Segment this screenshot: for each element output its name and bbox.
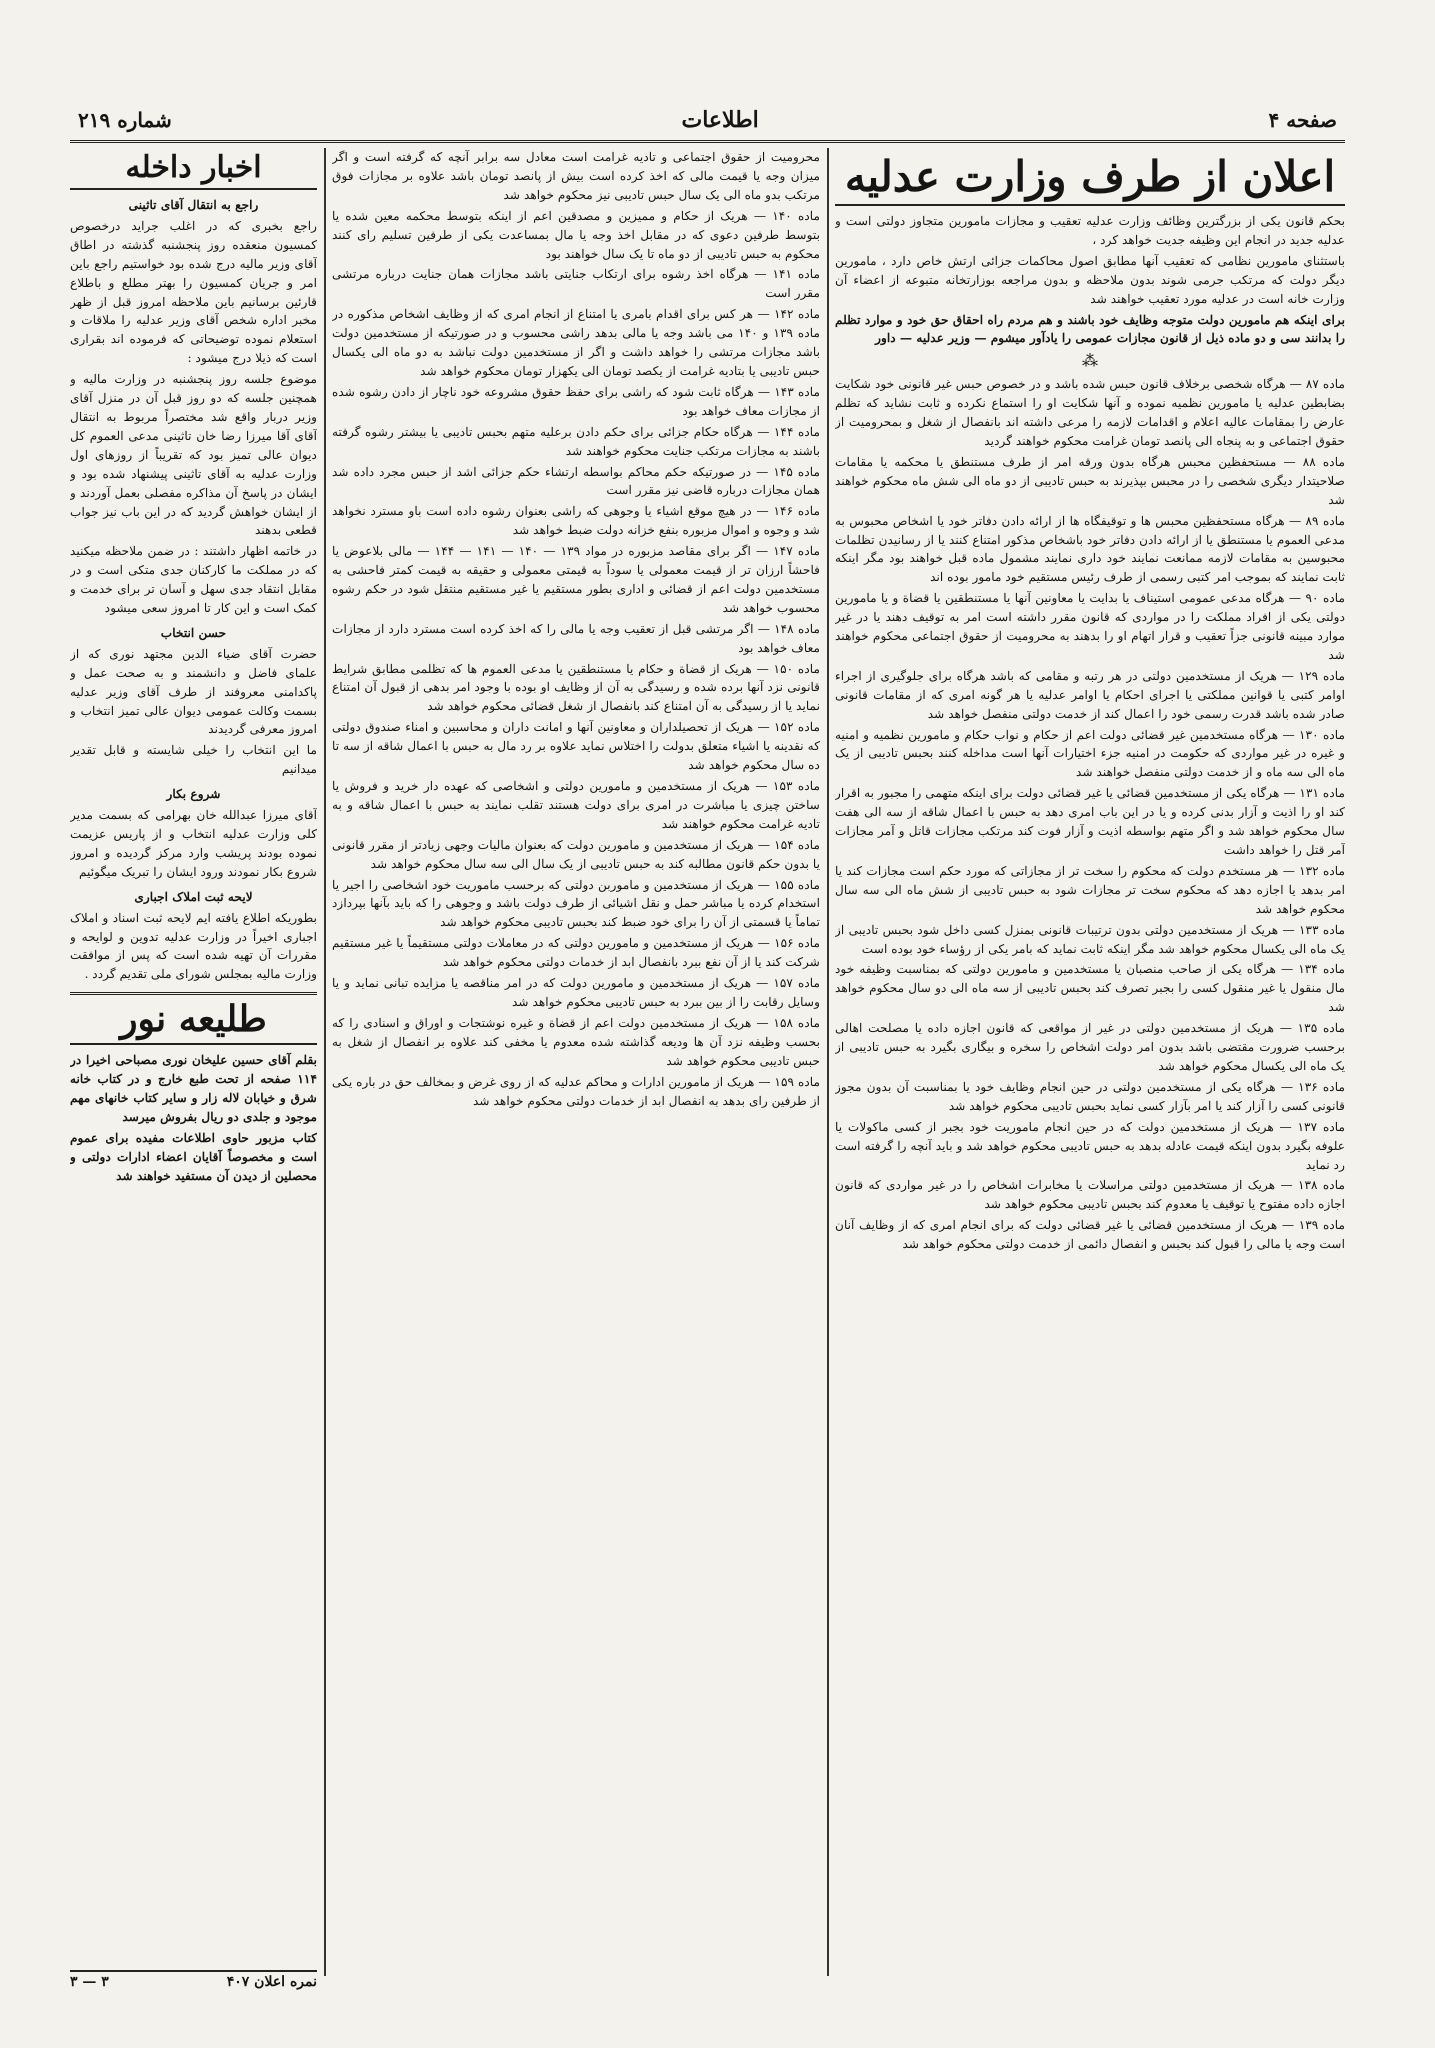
penal-code-column [332,148,820,1976]
article-paragraph: ماده ۱۵۸ — هریک از مستخدمین دولت اعم از قضاة و غیره نوشتجات و اوراق و اسنادی را که بحسب وظیفه نزد آن ها ودیعه گذاشته شده معدوم یا مخفی کند علاوه بر انفصال از شغل به حبس تادیبی محکوم خواهد شد [332,1015,820,1068]
article-paragraph: ماده ۸۸ — مستحفظین محبس هرگاه بدون ورقه امر از طرف مستنطق یا محکمه یا مقامات صلاحیتدار دیگری شخصی را در محبس بپذیرند به حبس تادیبی از دو ماه الی شش ماه محکوم خواهند شد [835,454,1345,507]
article-paragraph: ماده ۱۳۵ — هریک از مستخدمین دولتی در غیر از مواقعی که قانون اجازه داده یا مصلحت اهالی برحسب ضرورت مقتضی باشد بدون امر دولت اشخاص را سخره و بیگاری بگیرد به حبس تادیبی از یک ماه الی یکسال محکوم خواهد شد [835,1021,1345,1073]
stars-divider: ⁂ [1082,351,1098,371]
news-paragraph: موضوع جلسه روز پنجشنبه در وزارت مالیه و همچنین جلسه که دو روز قبل آن در منزل آقای وزیر دربار واقع شد مختصراً مربوط به انتقال آقای آقا میرزا رضا خان تاثینی مدعی العموم کل دیوان عالی تمیز بود که تقریباً از روزهای اول وزارت عدلیه به آقای تاثینی پیشنهاد شده بود و ایشان در پاسخ آن مذاکره مفصلی بعمل آوردند و از ایشان خواهش گردید که در این باب نیز جواب قطعی بدهند [70,372,317,538]
article-paragraph: ماده ۱۴۵ — در صورتیکه حکم محاکم بواسطه ارتشاء حکم جزائی اشد از حبس مجرد داده شد همان مجازات درباره قاضی نیز مقرر است [332,464,820,498]
column-rule [324,148,326,1976]
article-paragraph: محرومیت از حقوق اجتماعی و تادیه غرامت است معادل سه برابر آنچه که گرفته است و اگر میزان وجه یا قیمت مالی که اخذ کرده است بیش از پانصد تومان باشد علاوه بر مجازات فوق مرتکب بدو ماه الی یک سال حبس تادیبی نیز محکوم خواهد شد [332,150,820,202]
page-number: صفحه ۴ [1268,108,1337,132]
news-paragraph: راجع بخبری که در اغلب جراید درخصوص کمسیون منعقده روز پنجشنبه گذشته در اطاق آقای وزیر مالیه درج شده بود خواستیم راجع باین امر و جریان کمسیون را بهتر مطلع و باطلاع قارئین برسانیم باین ملاحظه امروز قبل از ظهر مخبر اداره شخص آقای وزیر عدلیه را ملاقات و استعلام نموده توضیحاتی که فرموده اند بقراری است که ذیلا درج میشود : [70,218,317,366]
article-paragraph: ماده ۱۴۰ — هریک از حکام و ممیزین و مصدقین اعم از اینکه بتوسط محکمه معین شده یا بتوسط طرفین دعوی که در مقابل اخذ وجه یا مال بمساعدت یکی از طرفین تسلیم رای کنند محکوم به حبس تادیبی از دو ماه تا یک سال خواهند بود [332,208,820,261]
news-subheading: حسن انتخاب [160,625,227,640]
news-paragraph: حضرت آقای ضیاء الدین مجتهد نوری که از علمای فاضل و دانشمند و به صحت عمل و پاکدامنی معروفند از طرف آقای وزیر عدلیه بسمت وکالت عمومی دیوان عالی تمیز انتخاب و امروز معرفی گردیدند [70,646,317,737]
article-paragraph: ماده ۱۳۶ — هرگاه یکی از مستخدمین دولتی در حین انجام وظایف خود یا بمناسبت آن بدون مجوز قانونی کسی را آزار کند یا امر بآزار کسی نماید بحبس تادیبی محکوم خواهد شد [835,1079,1345,1113]
article-paragraph: ماده ۱۳۷ — هریک از مستخدمین دولت که در حین انجام ماموریت خود بجبر از کسی ماکولات یا علوفه بگیرد بدون اینکه قیمت عادله بدهد به حبس تادیبی محکوم خواهد شد و باید آنچه را گرفته است رد نماید [835,1119,1345,1172]
article-paragraph: ماده ۱۴۶ — در هیچ موقع اشیاء یا وجوهی که راشی بعنوان رشوه داده است باو مسترد نخواهد شد و وجوه و اموال مزبوره بنفع خزانه دولت ضبط خواهد شد [332,504,820,538]
intro-paragraph: بحکم قانون یکی از بزرگترین وظائف وزارت عدلیه تعقیب و مجازات مامورین متجاوز دولتی است و عدلیه جدید در انجام این وظیفه جدیت خواهد کرد ، [835,214,1345,247]
domestic-news-heading: اخبار داخله [70,148,317,190]
article-paragraph: ماده ۱۴۲ — هر کس برای اقدام بامری یا امتناع از انجام امری که از وظایف اشخاص مذکوره در ماده ۱۳۹ و ۱۴۰ می باشد وجه یا مالی بدهد راشی محسوب و در صورتیکه از مستخدمین دولت باشد مجازات مرتشی را خواهد داشت و اگر از مستخدمین دولت نباشد به دو ماه الی یکسال حبس تادیبی یا بتادیه غرامت از یکصد تومان الی یکهزار تومان محکوم خواهد شد [332,307,820,378]
main-headline: اعلان از طرف وزارت عدلیه [835,150,1345,206]
column-rule [827,148,829,1976]
article-paragraph: ماده ۸۹ — هرگاه مستحفظین محبس ها و توقیفگاه ها از ارائه دادن دفاتر خود یا اشخاص محبوس به مدعی العموم یا مستنطق یا از ارائه دادن دفاتر خود باشخاص مذکور امتناع کنند یا از رسانیدن تظلمات محبوسین به مقامات لازمه ممانعت نمایند خود داری نمایند مشمول ماده قبل خواهند بود مگر اینکه ثابت نمایند که بموجب امر کتبی رسمی از طرف رئیس مستقیم خود مامور بوده اند [835,513,1345,585]
news-paragraph: ما این انتخاب را خیلی شایسته و قابل تقدیر میدانیم [70,743,317,777]
news-subheading: شروع بکار [166,787,221,802]
book-ad-heading: طلیعه نور [70,992,317,1045]
article-paragraph: ماده ۱۵۶ — هریک از مستخدمین و مامورین دولتی که در معاملات دولتی مستقیماً یا غیر مستقیم شرکت کند یا از آن نفع ببرد بانفصال ابد از خدمات دولتی محکوم خواهد شد [332,936,820,970]
article-paragraph: ماده ۱۳۲ — هر مستخدم دولت که محکوم را سخت تر از مجازاتی که مورد حکم است مجازات کند یا امر بدهد یا اجازه دهد که محکوم سخت تر مجازات شود به حبس تادیبی از شش ماه الی سه سال محکوم خواهد شد [835,863,1345,916]
ad-footer [70,1970,317,1990]
article-paragraph: ماده ۱۳۱ — هرگاه یکی از مستخدمین قضائی یا غیر قضائی دولت برای اینکه متهمی را مجبور به اقرار کند او را اذیت و آزار بدنی کرده و یا در این باب امری دهد به حبس با اعمال شاقه از سه الی هفت سال محکوم خواهد شد و اگر متهم بواسطه اذیت و آزار فوت کند مرتکب مجازات قاتل و آمر مجازات آمر قتل را خواهد داشت [835,786,1345,857]
intro-paragraph: باستثنای مامورین نظامی که تعقیب آنها مطابق اصول محاکمات جزائی ارتش خاص دارد ، مامورین دیگر دولت که مرتکب جرمی شوند بدون ملاحظه و بدون مراجعه بوزارتخانه متبوعه از اعضاء آن وزارت خانه است در عدلیه مورد تعقیب خواهند شد [835,253,1345,306]
book-ad-paragraph: بقلم آقای حسین علیخان نوری مصباحی اخیرا در ۱۱۴ صفحه از تحت طبع خارج و در کتاب خانه شرق و خیابان لاله زار و سایر کتاب خانهای مهم موجود و جلدی دو ریال بفروش میرسد [70,1053,317,1124]
page-header [70,100,1345,143]
news-paragraph: آقای میرزا عبدالله خان بهرامی که بسمت مدیر کلی وزارت عدلیه انتخاب و از پاریس عزیمت نموده بودند پریشب وارد مرکز گردیده و امروز شروع بکار نمودند ورود ایشان را تبریک میگوئیم [70,808,317,879]
article-paragraph: ماده ۱۴۱ — هرگاه اخذ رشوه برای ارتکاب جنایتی باشد مجازات همان جنایت درباره مرتشی مقرر است [332,267,820,301]
article-paragraph: ماده ۱۵۷ — هریک از مستخدمین و مامورین دولت که در امر مناقصه یا مزایده تبانی نماید و یا وسایل رقابت را از بین ببرد به حبس تادیبی محکوم خواهد شد [332,976,820,1009]
article-paragraph: ماده ۱۳۸ — هریک از مستخدمین دولتی مراسلات یا مخابرات اشخاص را در غیر مواردی که قانون اجازه داده مفتوح یا توقیف یا معدوم کند بحبس تادیبی محکوم خواهد شد [835,1178,1345,1212]
ad-count: ۳ — ۳ [70,1974,109,1990]
news-paragraph: در خاتمه اظهار داشتند : در ضمن ملاحظه میکنید که در مملکت ما کارکنان جدی متکی است و در مقابل انتقاد جدی سهل و آسان تر برای خدمت و کمک است و این کار تا امروز سعی میشود [70,544,317,616]
news-subheading: راجع به انتقال آقای تاثینی [128,198,259,212]
article-paragraph: ماده ۱۵۲ — هریک از تحصیلداران و معاونین آنها و امانت داران و محاسبین و امناء صندوق دولتی که نقدینه یا اشیاء متعلق بدولت را اختلاس نماید علاوه بر رد مال به حبس با اعمال شاقه از سه تا ده سال محکوم خواهد شد [332,720,820,773]
article-paragraph: ماده ۱۵۰ — هریک از قضاة و حکام یا مستنطقین یا مدعی العموم ها که تظلمی مطابق شرایط قانونی نزد آنها برده شده و رسیدگی به آن از وظایف او بوده با وجود امر بدهی از قبول آن امتناع نماید یا از رسیدگی به آن امتناع کند بانفصال از شغل قضائی محکوم خواهد شد [332,661,820,714]
article-paragraph: ماده ۱۳۰ — هرگاه مستخدمین غیر قضائی دولت اعم از حکام و نواب حکام و مامورین نظمیه و امنیه و غیره در غیر مواردی که حکومت در امنیه جزء اختیارات آنها است مداخله کنند بحبس تادیبی از یک ماه الی سه ماه و از خدمت دولتی منفصل خواهند شد [835,727,1345,780]
article-paragraph: ماده ۱۳۹ — هریک از مستخدمین قضائی یا غیر قضائی دولت که برای انجام امری که از وظایف آنان است وجه یا مالی را قبول کند بحبس و انفصال دائمی از خدمت دولتی محکوم خواهد شد [835,1218,1345,1252]
article-paragraph: ماده ۱۴۷ — اگر برای مقاصد مزبوره در مواد ۱۳۹ — ۱۴۰ — ۱۴۱ — ۱۴۴ — مالی بلاعوض یا فاحشاً ارزان تر از قیمت معمولی یا سوداً به قیمتی معمولی و حقیقه به قیمت کمتر فاحشی به مستخدمین دولت اعم از قضائی و اداری بطور مستقیم یا غیر مستقیم منتقل شود در حکم رشوه محسوب خواهد شد [332,544,820,615]
newspaper-title: اطلاعات [681,107,759,133]
article-paragraph: ماده ۱۳۳ — هریک از مستخدمین دولتی بدون ترتیبات قانونی بمنزل کسی داخل شود بحبس تادیبی از یک ماه الی یکسال محکوم خواهد شد مگر اینکه ثابت نماید که بامر یکی از رؤساء خود بوده است [835,922,1345,956]
news-subheading: لایحه ثبت املاک اجباری [134,889,253,904]
articles-list [835,375,1345,1254]
news-paragraph: بطوریکه اطلاع یافته ایم لایحه ثبت اسناد و املاک اجباری اخیراً در وزارت عدلیه تدوین و لوایحه و مقررات آن تهیه شده است که پس از موافقت وزارت مالیه بمجلس شورای ملی تقدیم گردد . [70,910,317,982]
article-paragraph: ماده ۱۴۸ — اگر مرتشی قبل از تعقیب وجه یا مالی را که اخذ کرده است مسترد دارد از مجازات معاف خواهد بود [332,621,820,655]
book-ad-paragraph: کتاب مزبور حاوی اطلاعات مفیده برای عموم است و مخصوصاً آقایان اعضاء ادارات دولتی و محصلین از دیدن آن مستفید خواهند شد [70,1130,317,1183]
article-paragraph: ماده ۱۵۹ — هریک از مامورین ادارات و محاکم عدلیه که از روی غرض و بمخالف حق در باره یکی از طرفین رای بدهد به انفصال ابد از خدمات دولتی محکوم خواهد شد [332,1074,820,1108]
article-paragraph: ماده ۱۵۴ — هریک از مستخدمین و مامورین دولت که بعنوان مالیات وجهی زیادتر از مقرر قانونی یا بدون حکم قانون مطالبه کند به حبس تادیبی از یک سال الی سه سال محکوم خواهد شد [332,837,820,871]
intro-paragraph: برای اینکه هم مامورین دولت متوجه وظایف خود باشند و هم مردم راه احقاق حق خود و موارد تظلم را بدانند سی و دو ماده ذیل از قانون مجازات عمومی را یادآور میشوم — وزیر عدلیه — داور [835,312,1345,346]
article-paragraph: ماده ۱۲۹ — هریک از مستخدمین دولتی در هر رتبه و مقامی که باشد هرگاه برای جلوگیری از اجراء اوامر کتبی یا قوانین مملکتی یا اجرای احکام یا اوامر عدلیه یا هر گونه امری که از مقامات قانونی صادر شده باشد قدرت رسمی خود را اعمال کند از خدمت دولتی منفصل خواهد شد [835,668,1345,721]
article-paragraph: ماده ۱۵۵ — هریک از مستخدمین و ماموربن دولتی که برحسب ماموریت خود اشخاصی را اجیر یا استخدام کرده یا مباشر حمل و نقل اشیائی از طرف دولت باشد و وجوهی را که باید بآنها بپردازد تماماً یا قسمتی از آن را برای خود ضبط کند بحبس تادیبی محکوم خواهد شد [332,877,820,930]
article-paragraph: ماده ۱۳۴ — هرگاه یکی از صاحب منصبان یا مستخدمین و مامورین دولتی که بمناسبت وظیفه خود مال منقول یا غیر منقول کسی را بجبر تصرف کند بحبس تادیبی از سه ماه الی دو سال محکوم خواهد شد [835,962,1345,1015]
newspaper-page [70,100,1345,1990]
article-paragraph: ماده ۸۷ — هرگاه شخصی برخلاف قانون حبس شده باشد و در خصوص حبس غیر قانونی خود شکایت بضابطین عدلیه یا مامورین نظمیه نموده و آنها شکایت او را استماع نکرده و ثابت نشاید که تظلم عارض را بمقامات عالیه اعلام و اقدامات لازمه را مرعی داشته اند بانفصال از شغل و بمحرومیت از حقوق اجتماعی و به پنجاه الی پانصد تومان غرامت محکوم خواهند گردید [835,377,1345,448]
article-paragraph: ماده ۱۴۳ — هرگاه ثابت شود که راشی برای حفظ حقوق مشروعه خود ناچار از دادن رشوه شده از مجازات معاف خواهد بود [332,384,820,418]
article-paragraph: ماده ۹۰ — هرگاه مدعی عمومی استیناف یا بدایت یا معاونین آنها یا مستنطقین یا قضاة و یا مامورین دولتی یکی از افراد مملکت را در مواردی که قانون مقرر داشته است امر به توقیف دهند یا در غیر موارد مبینه قانونی جزاً تعقیب و قرار اتهام او را بدهند به محرومیت از حقوق اجتماعی محکوم خواهند شد [835,591,1345,662]
ad-number: نمره اعلان ۴۰۷ [226,1974,317,1990]
issue-number: شماره ۲۱۹ [78,108,172,132]
justice-ministry-column [835,148,1345,1976]
domestic-news-column [70,148,317,1976]
article-paragraph: ماده ۱۴۴ — هرگاه حکام جزائی برای حکم دادن برعلیه متهم بحبس تادیبی یا بیشتر رشوه گرفته باشند به مجازات مرتکب جنایت محکوم خواهند شد [332,424,820,458]
article-paragraph: ماده ۱۵۳ — هریک از مستخدمین و مامورین دولتی و اشخاصی که عهده دار خرید و فروش یا ساختن چیزی یا مباشرت در امری برای دولت هستند تقلب نمایند به حبس با اعمال شاقه و به تادیه غرامت محکوم خواهند شد [332,779,820,831]
